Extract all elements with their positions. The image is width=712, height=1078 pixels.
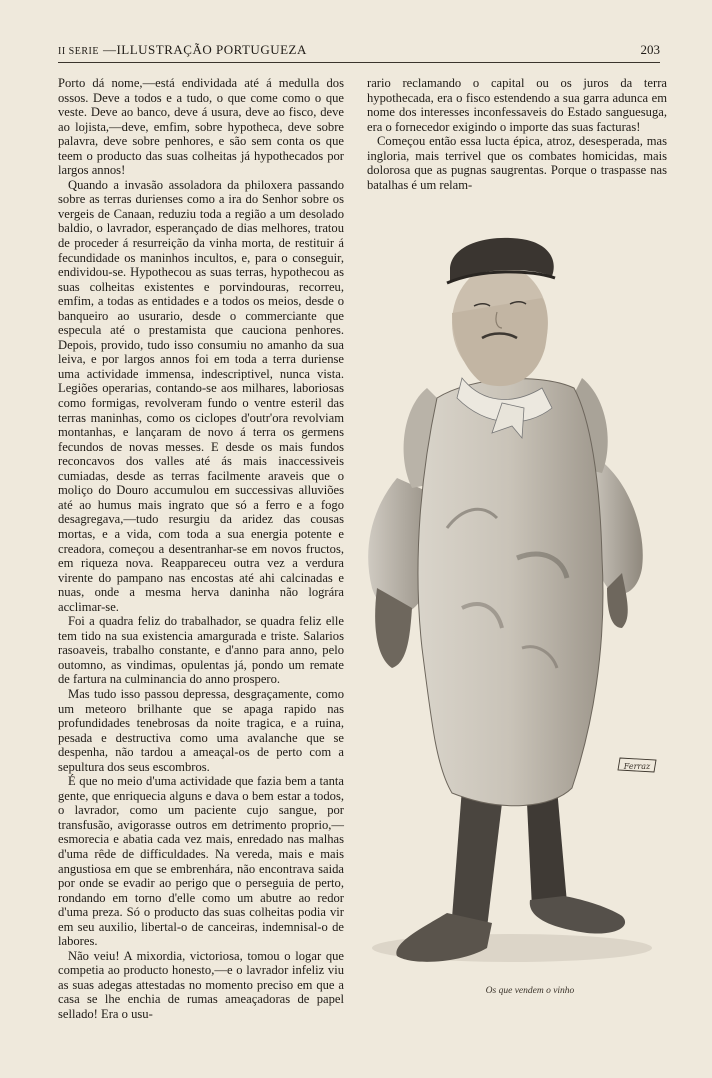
title-separator: — — [102, 42, 117, 57]
series-label: II SERIE — [58, 46, 99, 57]
right-text-column — [367, 76, 667, 192]
page-header — [58, 40, 660, 63]
running-title — [58, 42, 307, 58]
magazine-title: ILLUSTRAÇÃO PORTUGUEZA — [116, 42, 307, 57]
paragraph: Mas tudo isso passou depressa, desgraçamente, como um meteoro brilhante que se apaga rapido nas profundidades tenebrosas da noite tragica, e a ruina, pesada e destructiva como uma avalanche que se despenha, não tardou a ameaçal-os de perto com a sepultura dos seus escombros. — [58, 686, 344, 774]
signature-text: Ferraz — [623, 762, 651, 771]
artist-signature — [618, 758, 656, 772]
paragraph: Porto dá nome,—está endividada até á medulla dos ossos. Deve a todos e a tudo, o que come como o que veste. Deve ao banco, deve á usura, deve ao fisco, deve ao lojista,—deve, emfim, sobre hypotheca, deve sobre palavra, deve sobre penhores, e são sem conta os que teem o producto das suas colheitas já hypothecados por largos annos! — [58, 76, 344, 178]
page-number: 203 — [640, 42, 660, 57]
paragraph: Não veiu! A mixordia, victoriosa, tomou o logar que competia ao producto honesto,—e o lavrador infeliz viu as suas adegas attestadas no momento preciso em que a casa se lhe enchia de rumas ameaçadoras de papel sellado! Era o usu- — [58, 948, 344, 1021]
paragraph: rario reclamando o capital ou os juros da terra hypothecada, era o fisco estendendo a sua garra adunca em nome dos interesses inconfessaveis do Estado sanguesuga, era o fornecedor exigindo o importe das suas facturas! — [367, 76, 667, 134]
illustration-caption: Os que vendem o vinho — [485, 986, 575, 996]
wine-seller-illustration — [352, 228, 672, 973]
paragraph: Começou então essa lucta épica, atroz, desesperada, mas ingloria, mais terrivel que os combates homicidas, mais dolorosa que as pugnas saugrentas. Porque o traspasse nas batalhas é um relam- — [367, 134, 667, 192]
paragraph: Quando a invasão assoladora da philoxera passando sobre as terras durienses como a ira do Senhor sobre os vergeis de Canaan, reduziu toda a região a um desolado baldio, o lavrador, esperançado de dias melhores, tratou de proceder á resurreição da vinha morta, de restituir á fecundidade os maninhos incultos, e, para o conseguir, endividou-se. Hypothecou as suas terras, hypothecou as suas colheitas existentes e porvindouras, recorreu, emfim, a todas as entidades e a todos os meios, desde o banqueiro ao usurario, desde o commerciante que especula até o prestamista que cauciona penhores. Depois, provido, tudo isso consumiu no amanho da sua leiva, e por largos annos foi em toda a terra duriense uma actividade immensa, indescriptivel, nunca vista. Legiões operarias, contando-se aos milhares, laboriosas como formigas, revolveram fundo o ventre esteril das terras maninhas, como os ciclopes d'outr'ora revolviam montanhas, e lançaram de novo á terra os germens fecundos de novas messes. E desde os mais fundos reconcavos dos valles até ás mais inaccessiveis cumiadas, desde as terras facilmente araveis que o moliço do Douro accumulou em successivas alluviões até ao humus mais ingrato que só a ferro e a fogo desagregava,—tudo resurgiu da aridez das cousas mortas, e a vida, com toda a sua energia potente e creadora, começou a desentranhar-se em novos fructos, em riqueza nova. Reappareceu outra vez a verdura virente do pampano nas encostas até ahi calcinadas e nuas, onde a mesma herva daninha não lográra acclimar-se. — [58, 177, 344, 614]
paragraph: É que no meio d'uma actividade que fazia bem a tanta gente, que enriquecia alguns e dava o bem estar a todos, o lavrador, como um paciente cujo sangue, por transfusão, avigorasse outros em detrimento proprio,—esmorecia e abatia cada vez mais, enredado nas malhas d'uma rêde de difficuldades. Na vereda, mais e mais angustiosa em que se embrenhára, não encontrava saida por onde se evadir ao perigo que o perseguia de perto, rondando em torno d'elle como um abutre ao redor d'uma preza. Só o producto das suas colheitas podia vir em seu auxilio, libertal-o de canceiras, indemnisal-o de labores. — [58, 774, 344, 949]
left-text-column — [58, 76, 344, 1022]
paragraph: Foi a quadra feliz do trabalhador, se quadra feliz elle tem tido na sua existencia amargurada e triste. Salarios rasoaveis, trabalho constante, e d'anno para anno, pelo outomno, as vindimas, opulentas já, pondo um remate de fartura na culminancia do anno prospero. — [58, 614, 344, 687]
